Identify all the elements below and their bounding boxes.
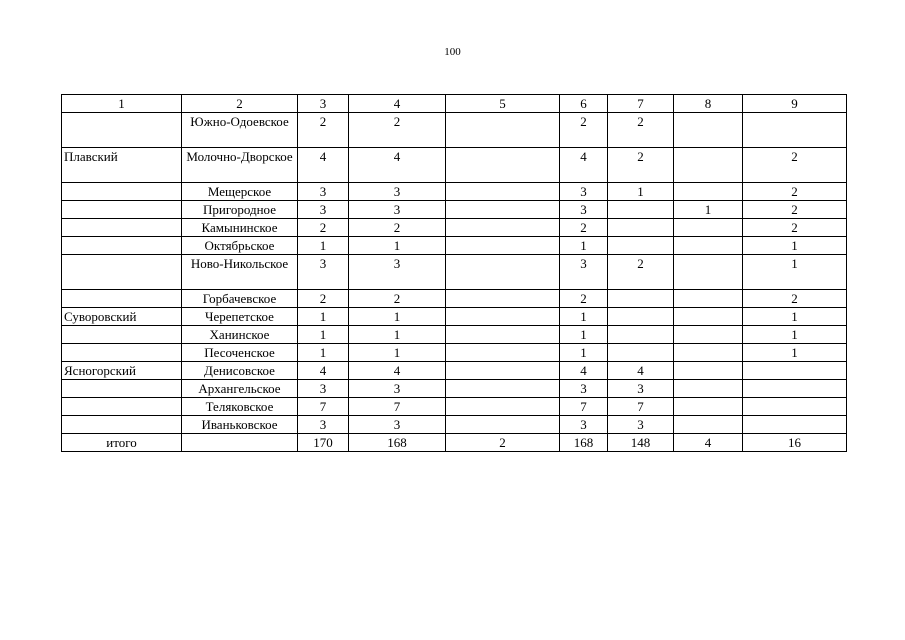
value-cell: 1	[349, 237, 446, 255]
value-cell: 3	[560, 416, 608, 434]
district-cell	[62, 237, 182, 255]
value-cell: 2	[608, 113, 674, 148]
value-cell	[743, 416, 847, 434]
total-value-cell: 170	[298, 434, 349, 452]
value-cell: 1	[349, 344, 446, 362]
data-table	[61, 94, 847, 452]
district-cell	[62, 326, 182, 344]
settlement-cell: Денисовское	[182, 362, 298, 380]
value-cell	[608, 219, 674, 237]
value-cell: 2	[349, 290, 446, 308]
value-cell	[674, 344, 743, 362]
value-cell: 2	[298, 219, 349, 237]
value-cell	[674, 113, 743, 148]
value-cell	[446, 344, 560, 362]
settlement-cell: Ново-Никольское	[182, 255, 298, 290]
district-cell: Плавский	[62, 148, 182, 183]
value-cell: 3	[608, 380, 674, 398]
value-cell	[446, 255, 560, 290]
value-cell	[608, 237, 674, 255]
value-cell: 4	[560, 148, 608, 183]
value-cell: 1	[743, 308, 847, 326]
table-row	[62, 113, 847, 148]
header-row	[62, 95, 847, 113]
value-cell: 4	[349, 362, 446, 380]
value-cell: 1	[349, 308, 446, 326]
value-cell: 1	[743, 255, 847, 290]
column-number-cell: 2	[182, 95, 298, 113]
settlement-cell: Горбачевское	[182, 290, 298, 308]
district-cell	[62, 113, 182, 148]
value-cell: 2	[298, 290, 349, 308]
value-cell	[674, 362, 743, 380]
value-cell	[674, 255, 743, 290]
total-value-cell: 16	[743, 434, 847, 452]
value-cell: 2	[608, 148, 674, 183]
value-cell	[674, 326, 743, 344]
value-cell: 3	[560, 183, 608, 201]
table-row	[62, 201, 847, 219]
table-row	[62, 344, 847, 362]
value-cell: 2	[560, 290, 608, 308]
value-cell	[608, 290, 674, 308]
page-number: 100	[444, 46, 461, 58]
district-cell	[62, 380, 182, 398]
table-row	[62, 362, 847, 380]
total-value-cell: 168	[560, 434, 608, 452]
value-cell: 3	[349, 183, 446, 201]
value-cell	[608, 344, 674, 362]
value-cell: 7	[298, 398, 349, 416]
value-cell	[743, 362, 847, 380]
settlement-cell: Архангельское	[182, 380, 298, 398]
value-cell: 2	[560, 113, 608, 148]
district-cell	[62, 416, 182, 434]
value-cell: 2	[743, 201, 847, 219]
value-cell	[674, 398, 743, 416]
value-cell: 3	[298, 380, 349, 398]
total-label-cell: итого	[62, 434, 182, 452]
value-cell: 3	[349, 201, 446, 219]
table-row	[62, 308, 847, 326]
total-value-cell: 4	[674, 434, 743, 452]
table-body	[62, 95, 847, 452]
value-cell	[674, 290, 743, 308]
value-cell: 3	[560, 255, 608, 290]
value-cell: 4	[608, 362, 674, 380]
table-row	[62, 148, 847, 183]
value-cell	[743, 380, 847, 398]
value-cell: 2	[743, 183, 847, 201]
district-cell	[62, 183, 182, 201]
value-cell	[446, 113, 560, 148]
value-cell: 2	[298, 113, 349, 148]
value-cell: 3	[349, 255, 446, 290]
value-cell	[608, 201, 674, 219]
column-number-cell: 7	[608, 95, 674, 113]
table-row	[62, 219, 847, 237]
settlement-cell: Ханинское	[182, 326, 298, 344]
value-cell: 3	[608, 416, 674, 434]
district-cell	[62, 255, 182, 290]
value-cell: 1	[560, 326, 608, 344]
value-cell: 3	[560, 380, 608, 398]
total-row	[62, 434, 847, 452]
value-cell	[446, 237, 560, 255]
value-cell: 1	[743, 237, 847, 255]
value-cell: 1	[298, 308, 349, 326]
value-cell: 2	[743, 290, 847, 308]
value-cell: 4	[349, 148, 446, 183]
table-row	[62, 183, 847, 201]
value-cell: 2	[349, 219, 446, 237]
value-cell: 7	[560, 398, 608, 416]
total-value-cell: 2	[446, 434, 560, 452]
value-cell: 3	[349, 380, 446, 398]
value-cell: 2	[349, 113, 446, 148]
value-cell	[446, 290, 560, 308]
table-row	[62, 326, 847, 344]
value-cell: 2	[560, 219, 608, 237]
table-row	[62, 290, 847, 308]
settlement-cell: Теляковское	[182, 398, 298, 416]
table-row	[62, 398, 847, 416]
value-cell	[446, 326, 560, 344]
value-cell	[608, 326, 674, 344]
value-cell: 1	[608, 183, 674, 201]
value-cell: 2	[743, 219, 847, 237]
value-cell: 1	[560, 308, 608, 326]
value-cell: 1	[298, 326, 349, 344]
value-cell: 3	[349, 416, 446, 434]
value-cell: 4	[298, 148, 349, 183]
value-cell	[674, 237, 743, 255]
settlement-cell: Пригородное	[182, 201, 298, 219]
district-cell	[62, 219, 182, 237]
column-number-cell: 3	[298, 95, 349, 113]
value-cell	[743, 113, 847, 148]
settlement-cell: Иваньковское	[182, 416, 298, 434]
column-number-cell: 5	[446, 95, 560, 113]
settlement-cell: Молочно-Дворское	[182, 148, 298, 183]
value-cell: 3	[298, 201, 349, 219]
value-cell	[446, 308, 560, 326]
settlement-cell	[182, 434, 298, 452]
value-cell	[674, 148, 743, 183]
total-value-cell: 168	[349, 434, 446, 452]
value-cell	[446, 380, 560, 398]
value-cell	[446, 416, 560, 434]
value-cell	[674, 308, 743, 326]
value-cell	[446, 201, 560, 219]
value-cell	[446, 219, 560, 237]
value-cell	[446, 148, 560, 183]
value-cell	[674, 219, 743, 237]
value-cell	[674, 380, 743, 398]
district-cell	[62, 290, 182, 308]
value-cell: 1	[743, 326, 847, 344]
value-cell: 1	[560, 237, 608, 255]
settlement-cell: Песоченское	[182, 344, 298, 362]
value-cell: 4	[298, 362, 349, 380]
table-row	[62, 380, 847, 398]
value-cell: 1	[298, 237, 349, 255]
value-cell	[743, 398, 847, 416]
table-row	[62, 255, 847, 290]
settlement-cell: Черепетское	[182, 308, 298, 326]
settlement-cell: Камынинское	[182, 219, 298, 237]
value-cell: 4	[560, 362, 608, 380]
settlement-cell: Октябрьское	[182, 237, 298, 255]
settlement-cell: Мещерское	[182, 183, 298, 201]
value-cell	[446, 398, 560, 416]
value-cell	[674, 416, 743, 434]
value-cell: 1	[674, 201, 743, 219]
district-cell: Суворовский	[62, 308, 182, 326]
district-cell	[62, 344, 182, 362]
value-cell: 1	[560, 344, 608, 362]
value-cell: 3	[298, 416, 349, 434]
district-cell	[62, 398, 182, 416]
district-cell	[62, 201, 182, 219]
value-cell	[674, 183, 743, 201]
value-cell: 2	[608, 255, 674, 290]
column-number-cell: 9	[743, 95, 847, 113]
column-number-cell: 8	[674, 95, 743, 113]
value-cell: 1	[743, 344, 847, 362]
table-row	[62, 416, 847, 434]
value-cell: 1	[298, 344, 349, 362]
value-cell: 3	[298, 255, 349, 290]
value-cell: 1	[349, 326, 446, 344]
value-cell: 3	[298, 183, 349, 201]
column-number-cell: 4	[349, 95, 446, 113]
value-cell	[446, 183, 560, 201]
value-cell: 2	[743, 148, 847, 183]
column-number-cell: 1	[62, 95, 182, 113]
value-cell	[446, 362, 560, 380]
value-cell	[608, 308, 674, 326]
column-number-cell: 6	[560, 95, 608, 113]
table-row	[62, 237, 847, 255]
settlement-cell: Южно-Одоевское	[182, 113, 298, 148]
value-cell: 7	[349, 398, 446, 416]
value-cell: 7	[608, 398, 674, 416]
total-value-cell: 148	[608, 434, 674, 452]
value-cell: 3	[560, 201, 608, 219]
district-cell: Ясногорский	[62, 362, 182, 380]
